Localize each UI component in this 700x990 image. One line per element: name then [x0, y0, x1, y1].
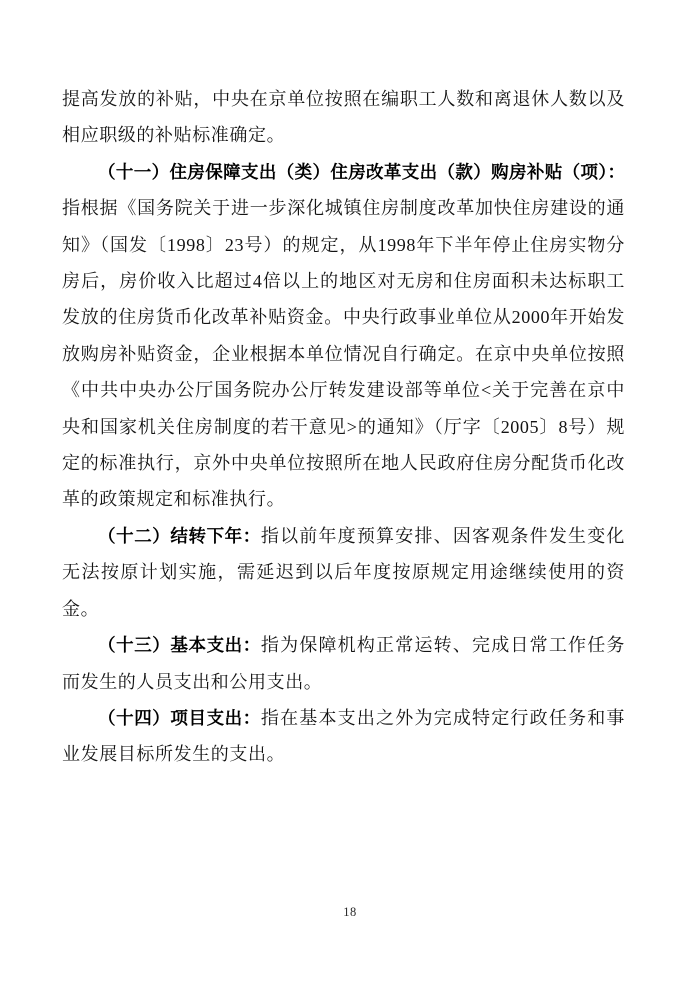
definition-heading-14: （十四）项目支出： — [98, 707, 261, 728]
definition-heading-12: （十二）结转下年： — [98, 525, 261, 546]
definition-text-14: 指在基本支出之外为完成特定行政任务和事业发展目标所发生的支出。 — [62, 707, 626, 765]
definition-item-12 — [62, 518, 625, 627]
definition-text-13: 指为保障机构正常运转、完成日常工作任务而发生的人员支出和公用支出。 — [62, 635, 626, 692]
paragraph-text: 提高发放的补贴，中央在京单位按照在编职工人数和离退休人数以及相应职级的补贴标准确定。 — [62, 89, 625, 146]
definition-heading-11: （十一）住房保障支出（类）住房改革支出（款）购房补贴（项）： — [98, 161, 625, 182]
definition-item-11 — [62, 154, 625, 518]
definition-text-11: 指根据《国务院关于进一步深化城镇住房制度改革加快住房建设的通知》（国发〔1998〕23号）的规定，从1998年下半年停止住房实物分房后，房价收入比超过4倍以上的地区对无房和住房面积未达标职工发放的住房货币化改革补贴资金。中央行政事业单位从2000年开始发放购房补贴资金，企业根据本单位情况自行确定。在京中央单位按照《中共中央办公厅国务院办公厅转发建设部等单位<关于完善在京中央和国家机关住房制度的若干意见>的通知》（厅字〔2005〕8号）规定的标准执行，京外中央单位按照所在地人民政府住房分配货币化改革的政策规定和标准执行。 — [62, 198, 625, 510]
definition-heading-13: （十三）基本支出： — [98, 635, 261, 656]
page-number: 18 — [343, 905, 357, 919]
document-body — [62, 81, 625, 773]
paragraph-continuation — [62, 81, 625, 154]
definition-text-12: 指以前年度预算安排、因客观条件发生变化无法按原计划实施，需延迟到以后年度按原规定用途继续使用的资金。 — [62, 525, 626, 619]
definition-item-14 — [62, 700, 625, 773]
definition-item-13 — [62, 627, 625, 700]
